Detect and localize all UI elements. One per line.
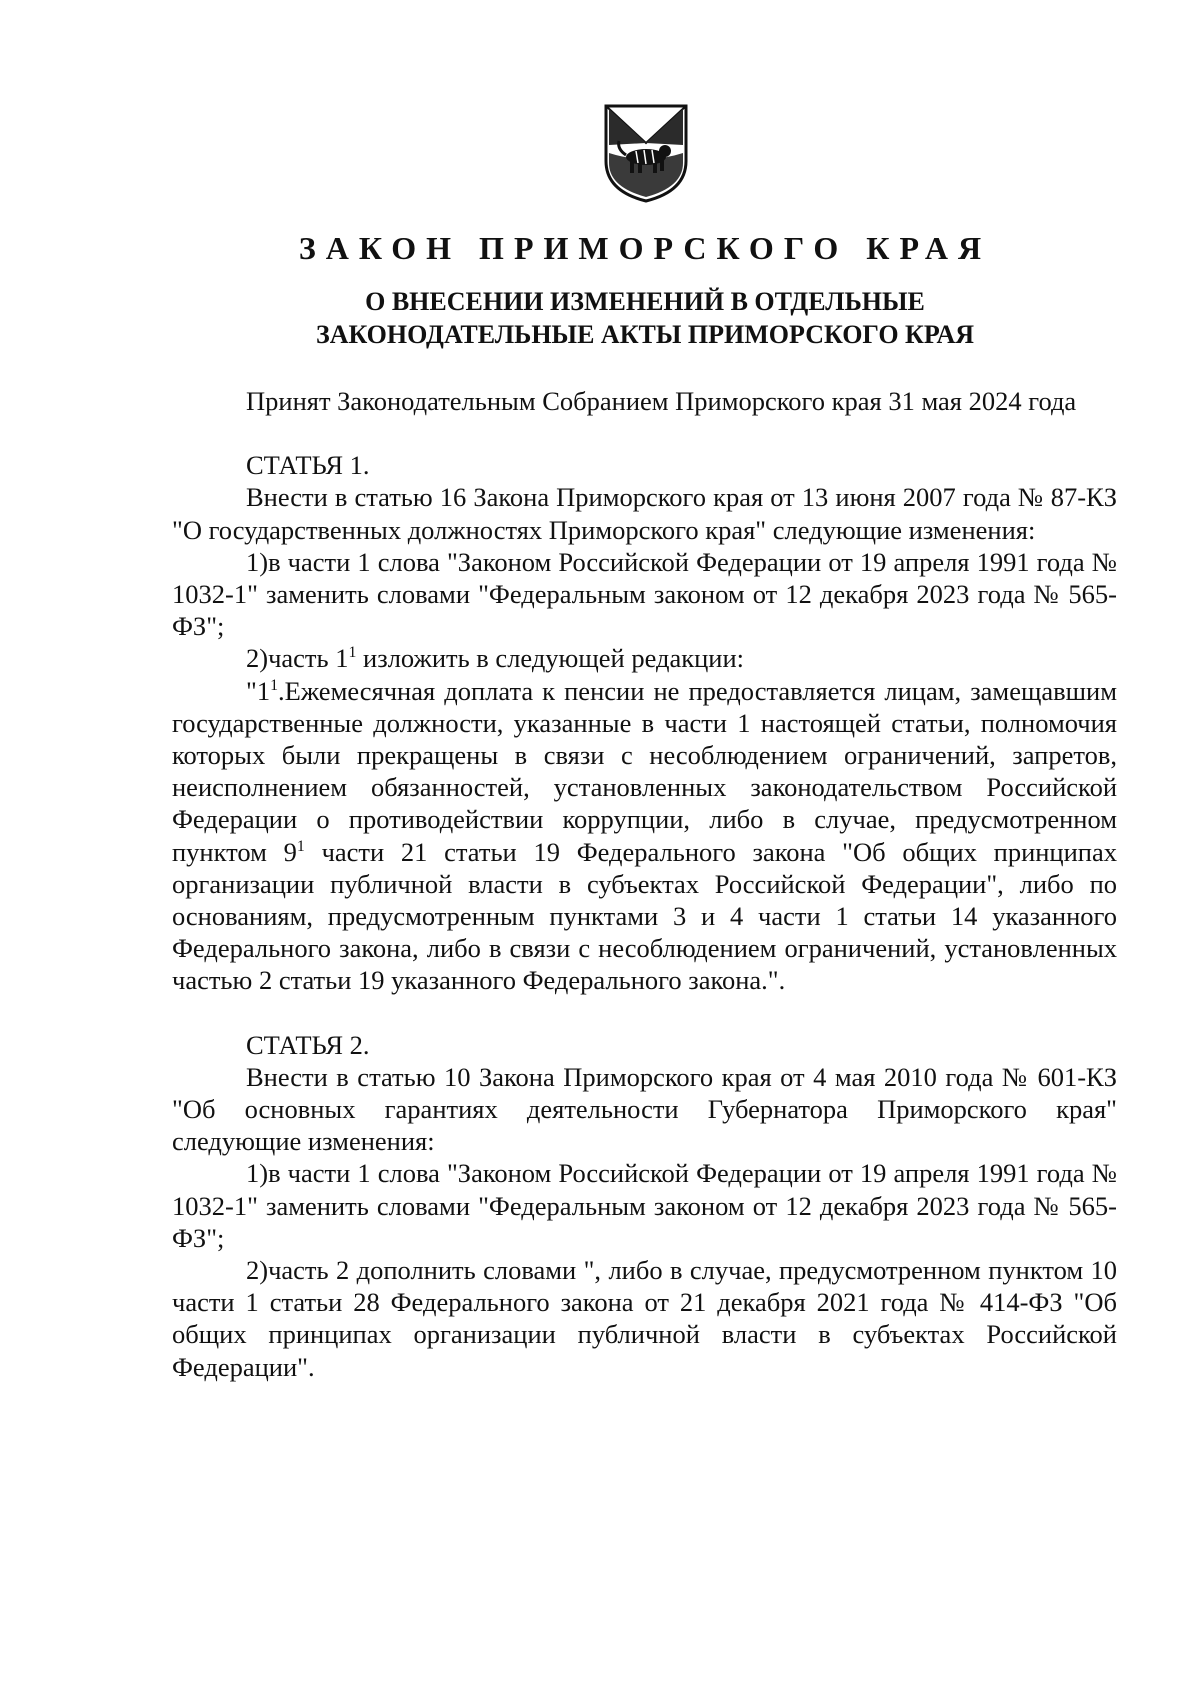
law-subtitle-line-2: ЗАКОНОДАТЕЛЬНЫЕ АКТЫ ПРИМОРСКОГО КРАЯ (315, 320, 975, 349)
article-2-intro: Внести в статью 10 Закона Приморского края от 4 мая 2010 года № 601-КЗ "Об основных гарантиях деятельности Губернатора Приморского края" следующие изменения: (172, 1061, 1117, 1157)
law-subtitle (0, 285, 1200, 351)
article-1-heading: СТАТЬЯ 1. (246, 450, 370, 481)
article-1-intro: Внести в статью 16 Закона Приморского края от 13 июня 2007 года № 87-КЗ "О государственных должностях Приморского края" следующие изменения: (172, 482, 1117, 545)
article-2-item-2: 2)часть 2 дополнить словами ", либо в случае, предусмотренном пунктом 10 части 1 статьи 28 Федерального закона от 21 декабря 2021 года № 414-ФЗ "Об общих принципах организации публичной власти в субъектах Российской Федерации". (172, 1255, 1117, 1382)
adoption-statement: Принят Законодательным Собранием Приморского края 31 мая 2024 года (246, 386, 1077, 416)
article-2-item-1: 1)в части 1 слова "Законом Российской Федерации от 19 апреля 1991 года № 1032-1" заменить словами "Федеральным законом от 12 декабря 2023 года № 565-ФЗ"; (172, 1158, 1117, 1253)
article-2-heading: СТАТЬЯ 2. (246, 1029, 370, 1060)
primorsky-coat-of-arms-icon (603, 103, 689, 203)
article-1-item-1: 1)в части 1 слова "Законом Российской Федерации от 19 апреля 1991 года № 1032-1" заменить словами "Федеральным законом от 12 декабря 2023 года № 565-ФЗ"; (172, 546, 1117, 642)
article-1-quoted-text: "$1^1.Ежемесячная$ доплата к пенсии не предоставляется лицам, замещавшим государственные должности, указанные в части 1 настоящей статьи, полномочия которых были прекращены в связи с несоблюдением ограничений, запретов, неисполнением обязанностей, установленных законодательством Российской Федерации о противодействии коррупции, либо в случае, предусмотренном пунктом $9^1$ части 21 статьи 19 Федерального закона "Об общих принципах организации публичной власти в субъектах Российской Федерации", либо по основаниям, предусмотренным пунктами 3 и 4 части 1 статьи 14 указанного Федерального закона, либо в связи с несоблюдением ограничений, установленных частью 2 статьи 19 указанного Федерального закона.". (172, 675, 1117, 996)
law-subtitle-line-1: О ВНЕСЕНИИ ИЗМЕНЕНИЙ В ОТДЕЛЬНЫЕ (365, 287, 925, 316)
law-title: ЗАКОН ПРИМОРСКОГО КРАЯ (298, 230, 992, 266)
law-body (172, 385, 1117, 1383)
article-1-item-2: 2)часть $1^1$ изложить в следующей редакции: (246, 643, 745, 674)
